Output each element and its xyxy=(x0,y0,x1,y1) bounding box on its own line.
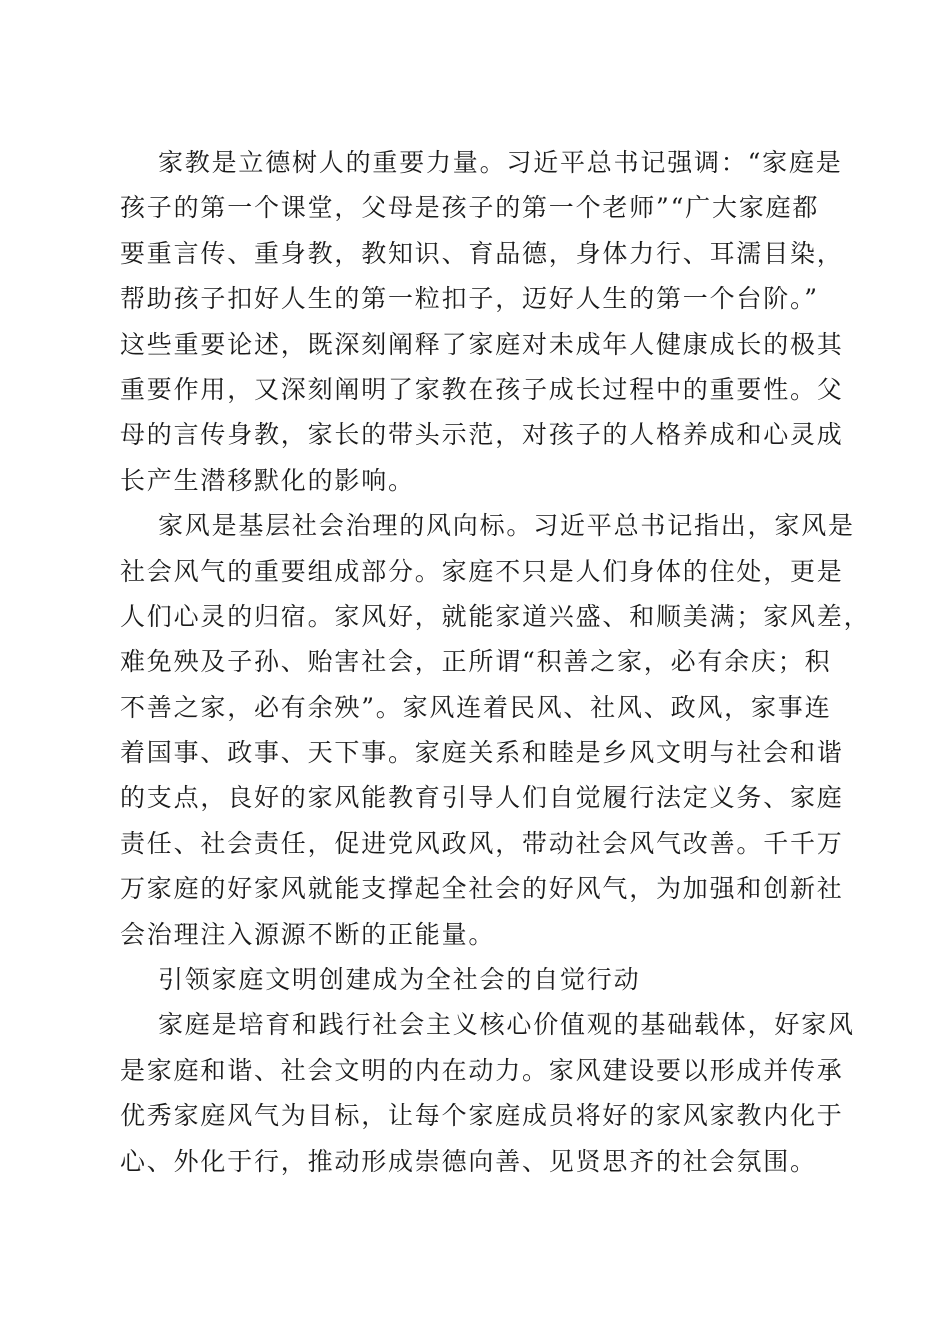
paragraph-2-line-1: 家风是基层社会治理的风向标。习近平总书记指出，家风是 xyxy=(158,511,855,541)
paragraph-2-line-5: 不善之家，必有余殃”。家风连着民风、社风、政风，家事连 xyxy=(120,692,832,722)
paragraph-1-line-1: 家教是立德树人的重要力量。习近平总书记强调：“家庭是 xyxy=(158,148,843,177)
paragraph-2-line-10: 会治理注入源源不断的正能量。 xyxy=(120,919,496,949)
paragraph-1-line-6: 重要作用，又深刻阐明了家教在孩子成长过程中的重要性。父 xyxy=(120,374,844,404)
paragraph-1-line-2: 孩子的第一个课堂，父母是孩子的第一个老师”“广大家庭都 xyxy=(120,193,820,223)
paragraph-1-line-4: 帮助孩子扣好人生的第一粒扣子，迈好人生的第一个台阶。” xyxy=(120,284,819,314)
section-heading: 引领家庭文明创建成为全社会的自觉行动 xyxy=(158,965,641,995)
paragraph-1-line-7: 母的言传身教，家长的带头示范，对孩子的人格养成和心灵成 xyxy=(120,420,844,450)
paragraph-2-line-4: 难免殃及子孙、贻害社会，正所谓“积善之家，必有余庆；积 xyxy=(120,647,832,677)
paragraph-3-line-3: 优秀家庭风气为目标，让每个家庭成员将好的家风家教内化于 xyxy=(120,1101,844,1131)
paragraph-3-line-2: 是家庭和谐、社会文明的内在动力。家风建设要以形成并传承 xyxy=(120,1055,844,1085)
paragraph-2-line-8: 责任、社会责任，促进党风政风，带动社会风气改善。千千万 xyxy=(120,828,844,858)
paragraph-3-line-1: 家庭是培育和践行社会主义核心价值观的基础载体，好家风 xyxy=(158,1010,855,1040)
paragraph-1-line-8: 长产生潜移默化的影响。 xyxy=(120,465,415,495)
paragraph-3-line-4: 心、外化于行，推动形成崇德向善、见贤思齐的社会氛围。 xyxy=(120,1146,817,1176)
paragraph-2-line-9: 万家庭的好家风就能支撑起全社会的好风气，为加强和创新社 xyxy=(120,874,844,904)
body-text xyxy=(120,140,871,1184)
paragraph-1-line-5: 这些重要论述，既深刻阐释了家庭对未成年人健康成长的极其 xyxy=(120,329,844,359)
paragraph-2-line-3: 人们心灵的归宿。家风好，就能家道兴盛、和顺美满；家风差， xyxy=(120,601,871,631)
paragraph-2-line-6: 着国事、政事、天下事。家庭关系和睦是乡风文明与社会和谐 xyxy=(120,738,844,768)
paragraph-2-line-7: 的支点，良好的家风能教育引导人们自觉履行法定义务、家庭 xyxy=(120,783,844,813)
paragraph-1-line-3: 要重言传、重身教，教知识、育品德，身体力行、耳濡目染， xyxy=(120,238,844,268)
paragraph-2-line-2: 社会风气的重要组成部分。家庭不只是人们身体的住处，更是 xyxy=(120,556,844,586)
